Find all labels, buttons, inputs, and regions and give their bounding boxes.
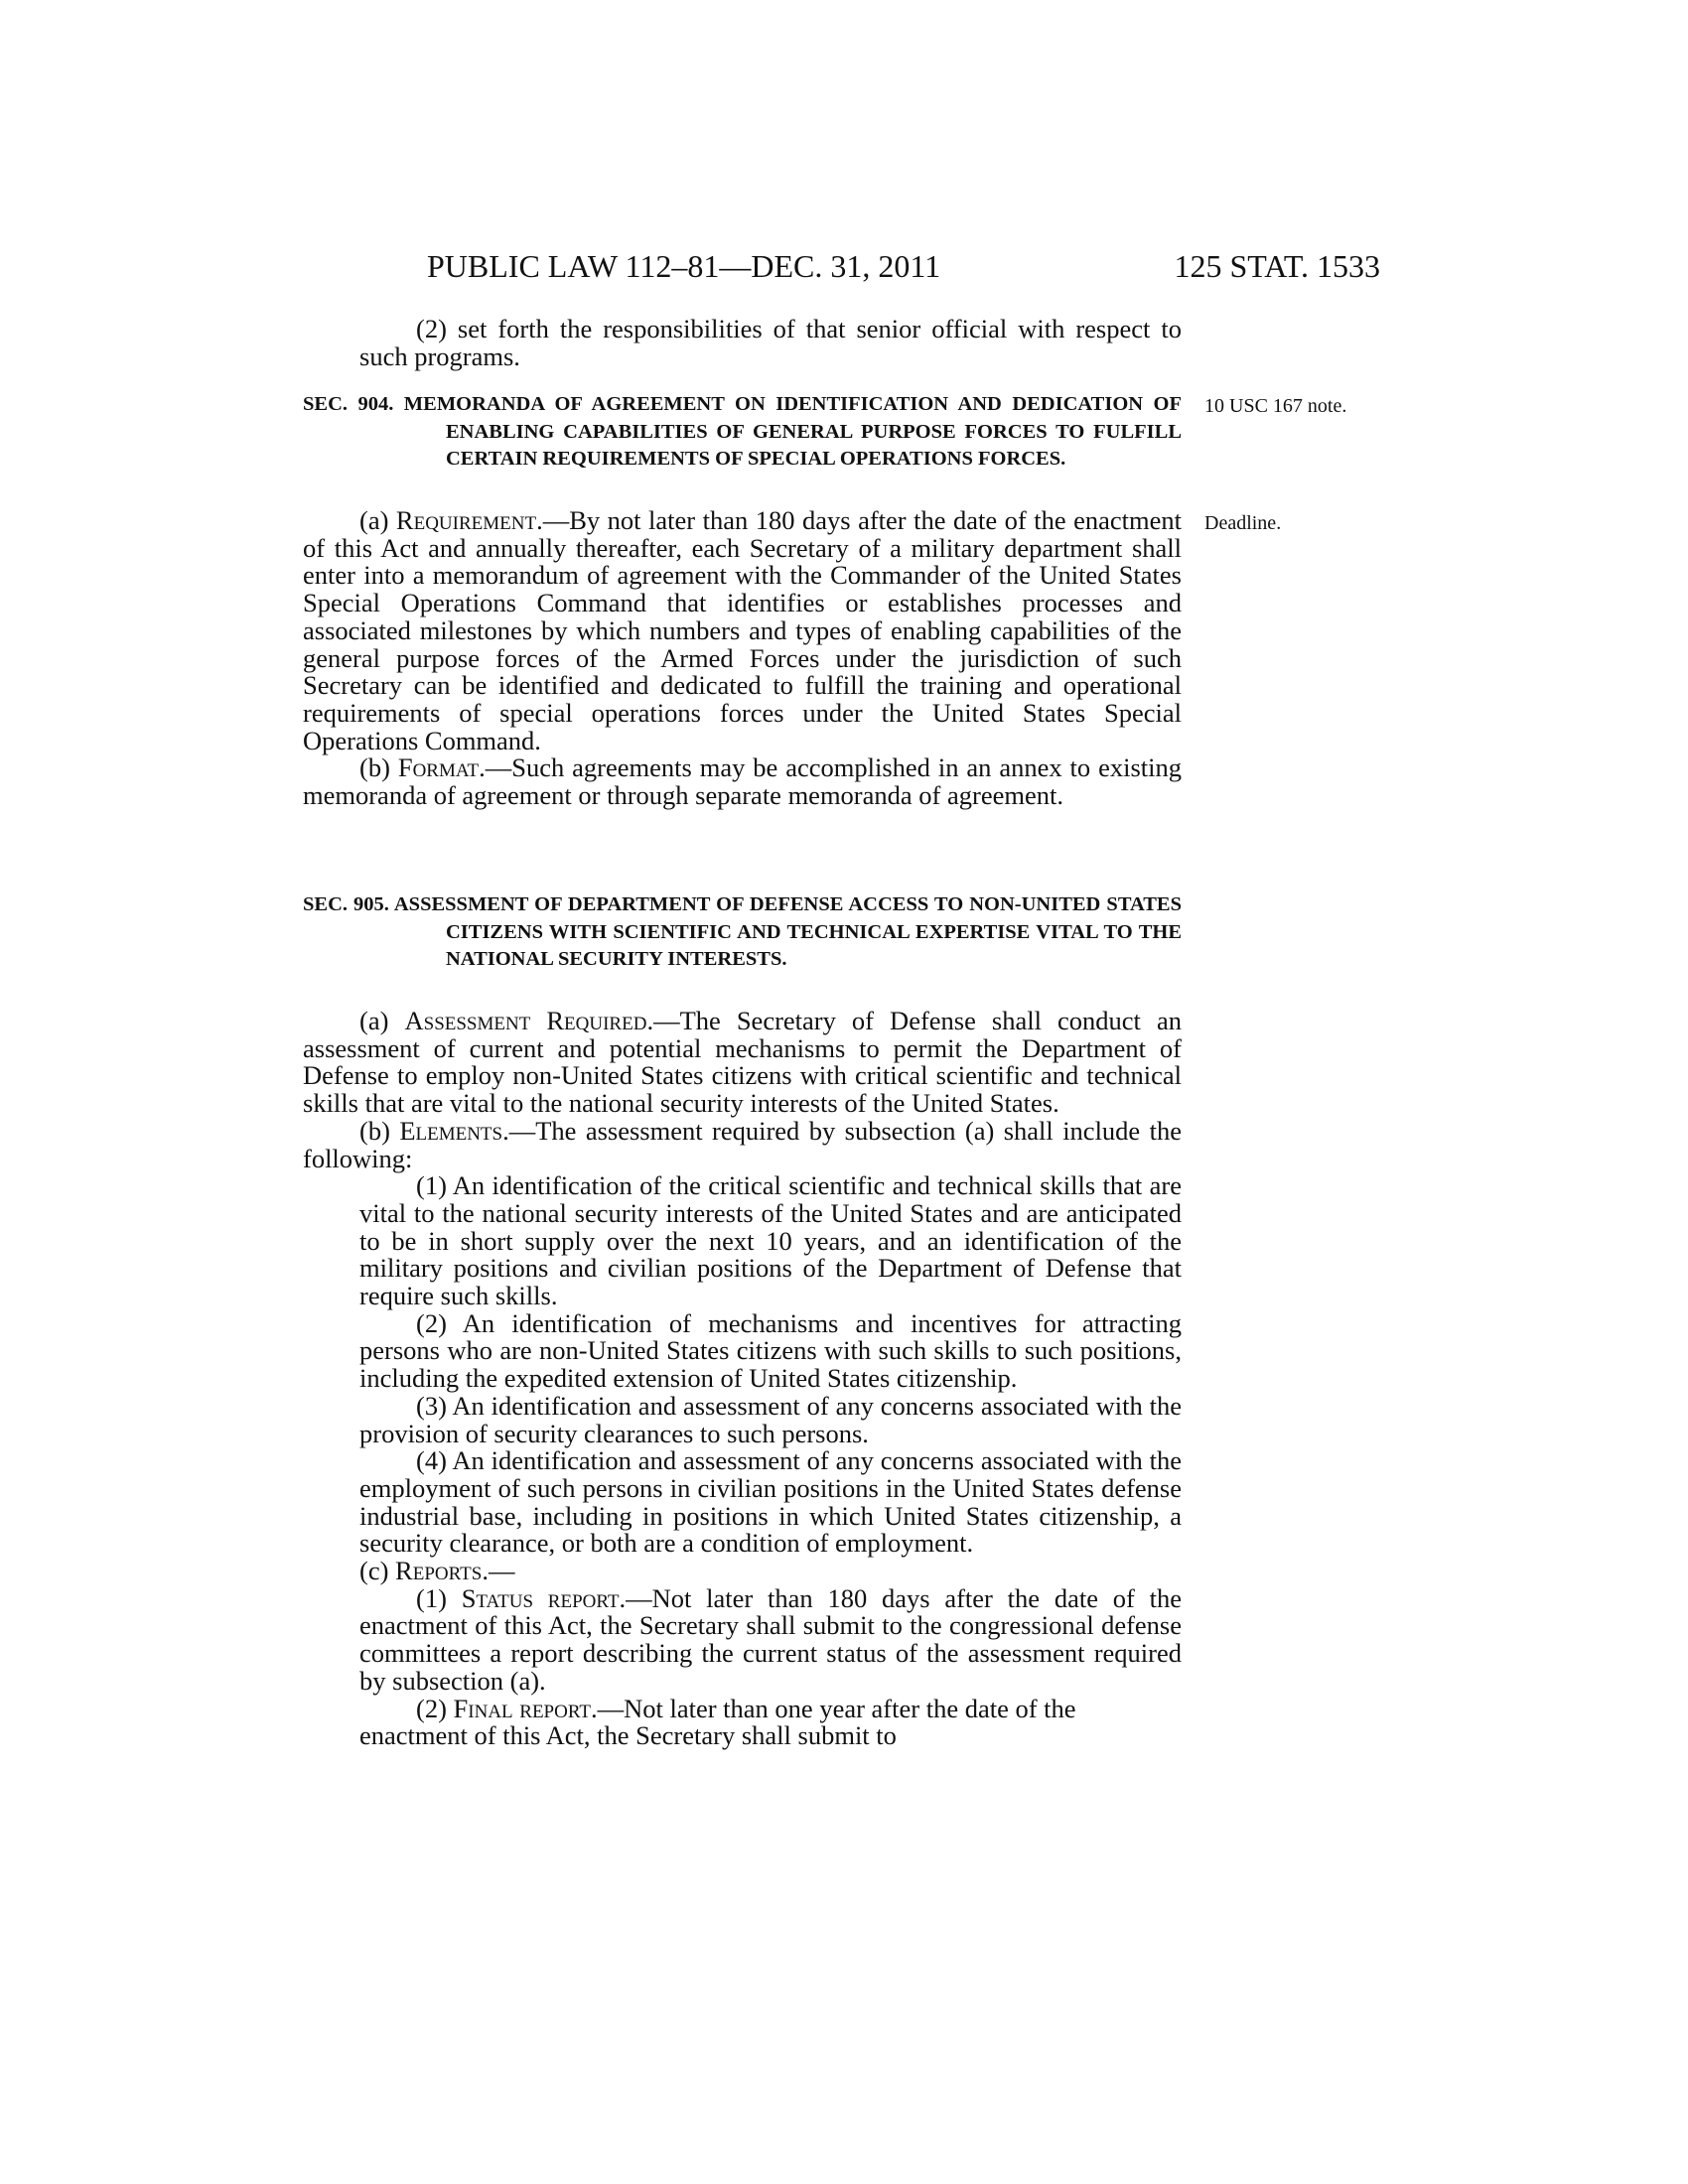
intro-item-2: (2) set forth the responsibilities of that senior official with respect to such programs. xyxy=(359,314,1182,371)
sec-905-subsection-c: (c) Reports.— xyxy=(359,1556,515,1586)
public-law-title: PUBLIC LAW 112–81—DEC. 31, 2011 xyxy=(427,248,941,284)
deadline-margin-note: Deadline. xyxy=(1204,512,1282,534)
sec-905-heading: SEC. 905. ASSESSMENT OF DEPARTMENT OF DEFENSE ACCESS TO NON-UNITED STATES CITIZENS WITH SCIENTIFIC AND TECHNICAL EXPERTISE VITAL TO THE NATIONAL SECURITY INTERESTS. xyxy=(303,893,1182,971)
sec-905-subsection-a: (a) Assessment Required.—The Secretary of Defense shall conduct an assessment of current and potential mechanisms to permit the Department of Defense to employ non-United States citizens with critical scientific and technical skills that are vital to the national security interests of the United States. xyxy=(303,1006,1182,1119)
sec-905-b-item-2: (2) An identification of mechanisms and incentives for attracting persons who are non-United States citizens with such skills to such positions, including the expedited extension of United States citizenship. xyxy=(359,1307,1182,1394)
sec-904-margin-note: 10 USC 167 note. xyxy=(1204,395,1347,417)
intro-block xyxy=(303,316,1182,370)
sec-905-block xyxy=(303,891,1182,974)
statute-page-number: 125 STAT. 1533 xyxy=(1174,248,1380,284)
sec-904-block xyxy=(303,391,1182,474)
sec-905-c-final-report: (2) Final report.—Not later than one year after the date of the enactment of this Act, the Secretary shall submit to xyxy=(359,1693,1076,1751)
sec-905-b-item-4: (4) An identification and assessment of any concerns associated with the employment of such persons in civilian positions in the United States defense industrial base, including in positions in which United States citizenship, a security clearance, or both are a condition of employment. xyxy=(359,1445,1182,1559)
page-header xyxy=(303,248,1380,288)
sec-904-heading: SEC. 904. MEMORANDA OF AGREEMENT ON IDENTIFICATION AND DEDICATION OF ENABLING CAPABILITIES OF GENERAL PURPOSE FORCES TO FULFILL CERTAIN REQUIREMENTS OF SPECIAL OPERATIONS FORCES. xyxy=(303,393,1182,471)
sec-905-c-status-report: (1) Status report.—Not later than 180 days after the date of the enactment of this Act, the Secretary shall submit to the congressional defense committees a report describing the current status of the assessment required by subsection (a). xyxy=(359,1582,1182,1696)
sec-904-subsection-a: (a) Requirement.—By not later than 180 days after the date of the enactment of this Act and annually thereafter, each Secretary of a military department shall enter into a memorandum of agreement with the Commander of the United States Special Operations Command that identifies or establishes processes and associated milestones by which numbers and types of enabling capabilities of the general purpose forces of the Armed Forces under the jurisdiction of such Secretary can be identified and dedicated to fulfill the training and operational requirements of special operations forces under the United States Special Operations Command. xyxy=(303,505,1182,755)
sec-904-body xyxy=(303,507,1182,810)
sec-905-subsection-b: (b) Elements.—The assessment required by subsection (a) shall include the following: xyxy=(303,1115,1182,1173)
sec-905-body xyxy=(303,1008,1182,1750)
sec-904-subsection-b: (b) Format.—Such agreements may be accomplished in an annex to existing memoranda of agreement or through separate memoranda of agreement. xyxy=(303,752,1183,811)
sec-905-b-item-1: (1) An identification of the critical scientific and technical skills that are vital to the national security interests of the United States and are anticipated to be in short supply over the next 10 years, and an identification of the military positions and civilian positions of the Department of Defense that require such skills. xyxy=(359,1170,1182,1311)
sec-905-b-item-3: (3) An identification and assessment of any concerns associated with the provision of security clearances to such persons. xyxy=(359,1390,1182,1448)
